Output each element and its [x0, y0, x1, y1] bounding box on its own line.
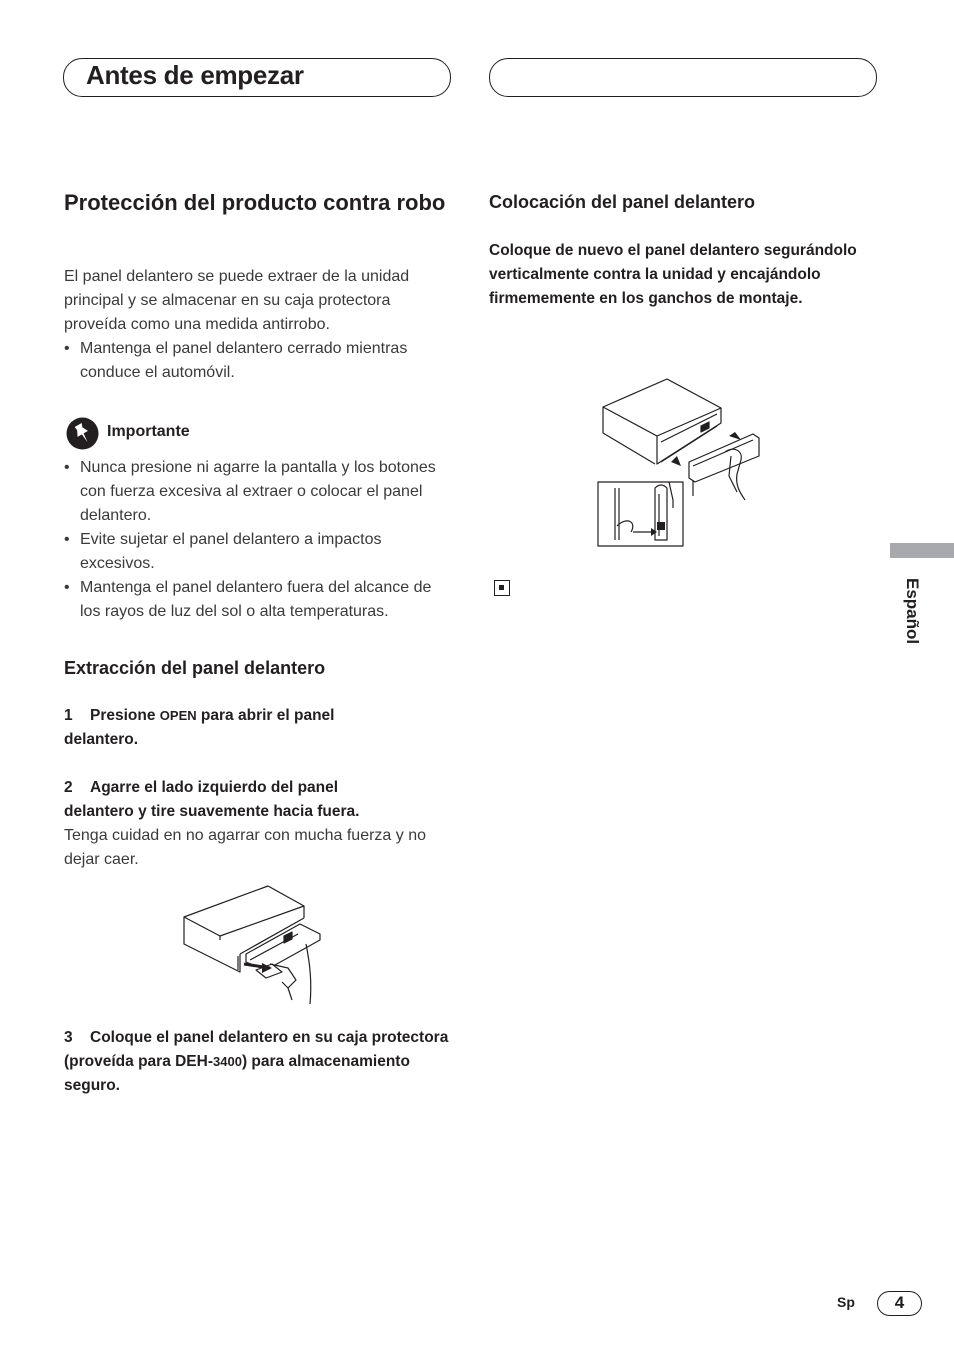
- step-number: 1: [64, 707, 73, 724]
- removal-step-3: [64, 1026, 449, 1098]
- important-label: Importante: [107, 423, 190, 440]
- step-number: 2: [64, 779, 73, 796]
- footer-language-code: Sp: [837, 1294, 855, 1310]
- removal-step-1: [64, 704, 399, 752]
- important-heading: [66, 417, 366, 451]
- panel-attachment-illustration: [597, 376, 762, 548]
- language-label: Español: [903, 578, 922, 645]
- step-2-note: Tenga cuidad en no agarrar con mucha fuerza y no dejar caer.: [64, 827, 427, 868]
- language-tab-bar: [890, 543, 954, 558]
- step-2-text: Agarre el lado izquierdo del panel delantero y tire suavemente hacia fuera.: [64, 779, 360, 820]
- step-1-text-prefix: Presione: [90, 707, 160, 724]
- important-bullet-item: • Evite sujetar el panel delantero a impactos excesivos.: [64, 528, 449, 576]
- page-title: Antes de empezar: [86, 60, 304, 90]
- attach-section-title: Colocación del panel delantero: [489, 192, 756, 212]
- intro-bullet-item: • Mantenga el panel delantero cerrado mientras conduce el automóvil.: [64, 337, 454, 385]
- step-1-text-suffix: para abrir el panel delantero.: [64, 707, 335, 748]
- panel-removal-illustration: [180, 884, 340, 1009]
- important-bullet-list: [64, 456, 449, 624]
- removal-step-2: [64, 776, 454, 872]
- open-key-label: OPEN: [159, 708, 197, 723]
- important-bullet-item: • Mantenga el panel delantero fuera del alcance de los rayos de luz del sol o alta temperaturas.: [64, 576, 449, 624]
- header-title-pill: [63, 58, 451, 97]
- section-end-mark: [494, 580, 510, 596]
- removal-section-title: Extracción del panel delantero: [64, 658, 326, 678]
- section-title-theft-protection: Protección del producto contra robo: [64, 190, 446, 215]
- important-bullet-item: • Nunca presione ni agarre la pantalla y los botones con fuerza excesiva al extraer o colocar el panel delantero.: [64, 456, 449, 528]
- intro-text-block: [64, 265, 454, 385]
- page-number: 4: [877, 1291, 922, 1316]
- important-pushpin-icon: [66, 417, 99, 450]
- step-2-instruction: [64, 776, 409, 824]
- model-number: 3400: [213, 1054, 242, 1069]
- intro-bullet-list: [64, 337, 454, 385]
- step-number: 3: [64, 1029, 73, 1046]
- header-blank-pill: [489, 58, 877, 97]
- intro-paragraph: El panel delantero se puede extraer de la unidad principal y se almacenar en su caja protectora proveída como una medida antirrobo.: [64, 268, 410, 333]
- step-3-text-prefix: Coloque el panel delantero en su caja protectora (proveída para DEH-: [64, 1029, 449, 1070]
- step-3-text-suffix: ) para almacenamiento seguro.: [64, 1053, 410, 1094]
- attach-instruction: Coloque de nuevo el panel delantero segurándolo verticalmente contra la unidad y encajándolo firmememente en los ganchos de montaje.: [489, 242, 857, 307]
- language-tab: [902, 578, 922, 658]
